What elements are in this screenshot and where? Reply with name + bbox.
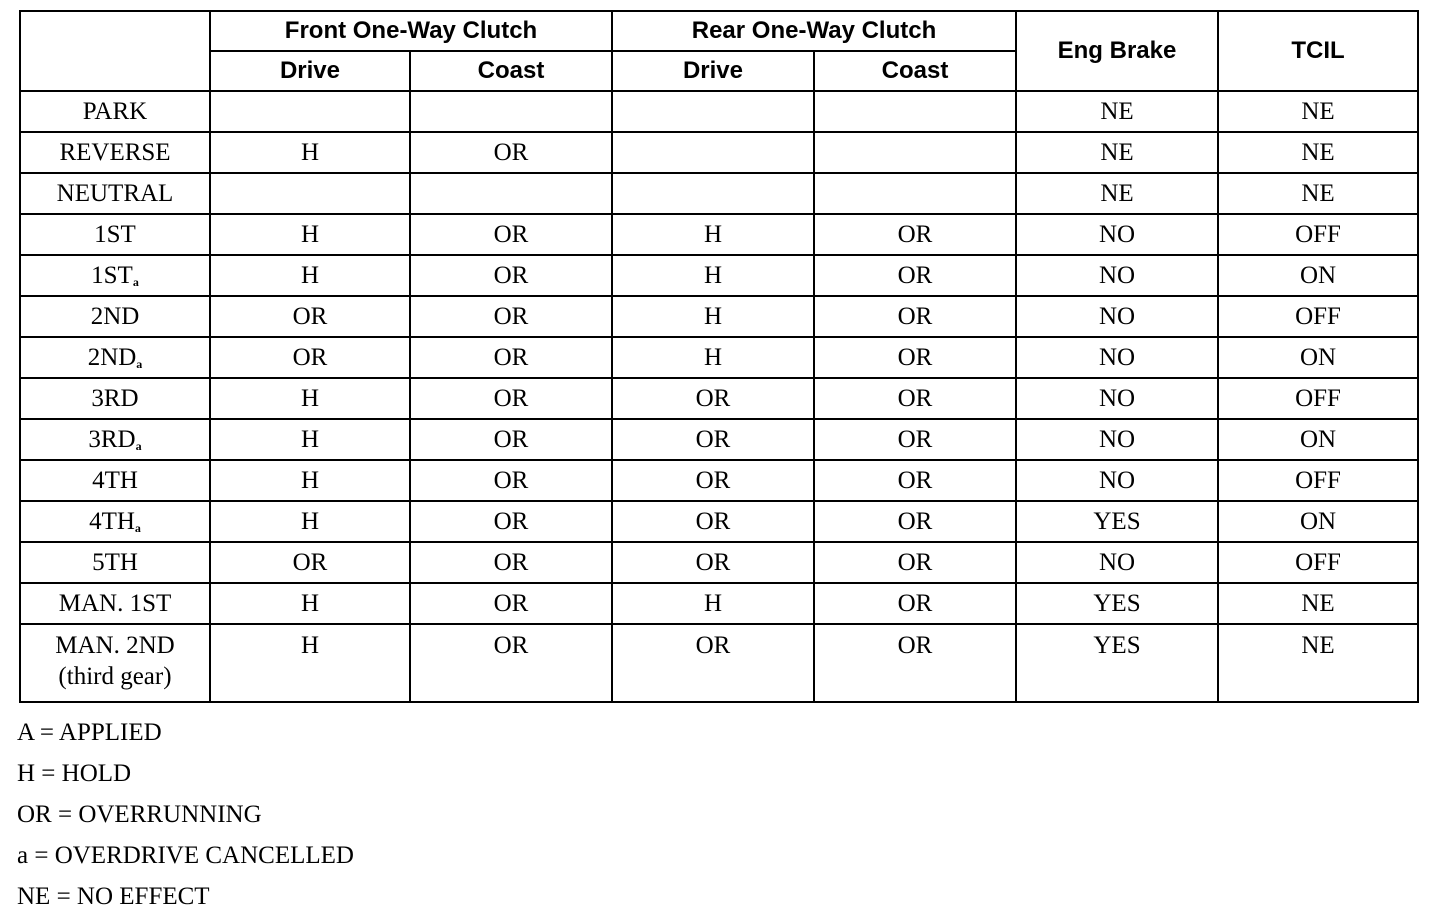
header-gear-corner — [20, 11, 210, 91]
table-row — [20, 378, 1418, 419]
rear-drive-cell — [612, 132, 814, 173]
rear-coast-cell — [814, 132, 1016, 173]
rear-drive-cell — [612, 91, 814, 132]
legend-item: NE = NO EFFECT — [17, 883, 210, 910]
tcil-cell: OFF — [1218, 542, 1418, 583]
front-coast-cell: OR — [410, 255, 612, 296]
front-drive-cell: H — [210, 214, 410, 255]
rear-drive-cell: OR — [612, 460, 814, 501]
eng-brake-cell: NO — [1016, 255, 1218, 296]
rear-drive-cell: OR — [612, 419, 814, 460]
gear-label: MAN. 2ND — [55, 632, 175, 659]
rear-coast-cell: OR — [814, 460, 1016, 501]
eng-brake-cell: YES — [1016, 583, 1218, 624]
header-eng-brake: Eng Brake — [1016, 11, 1218, 91]
gear-cell — [20, 132, 210, 173]
table-row — [20, 296, 1418, 337]
front-drive-cell: H — [210, 583, 410, 624]
gear-cell — [20, 542, 210, 583]
gear-label: MAN. 1ST — [58, 590, 172, 617]
front-drive-cell: OR — [210, 296, 410, 337]
tcil-cell: NE — [1218, 91, 1418, 132]
tcil-cell: ON — [1218, 419, 1418, 460]
front-coast-cell: OR — [410, 460, 612, 501]
front-coast-cell: OR — [410, 419, 612, 460]
rear-coast-cell: OR — [814, 501, 1016, 542]
front-coast-cell: OR — [410, 583, 612, 624]
rear-drive-cell: OR — [612, 378, 814, 419]
header-row-groups — [20, 11, 1418, 51]
gear-cell — [20, 501, 210, 542]
front-coast-cell: OR — [410, 542, 612, 583]
gear-cell — [20, 419, 210, 460]
rear-coast-cell — [814, 91, 1016, 132]
front-coast-cell — [410, 91, 612, 132]
front-coast-cell — [410, 173, 612, 214]
overdrive-cancelled-subscript: a — [135, 439, 142, 453]
front-drive-cell: H — [210, 378, 410, 419]
header-rear-coast: Coast — [814, 51, 1016, 91]
front-coast-cell: OR — [410, 624, 612, 702]
gear-cell — [20, 337, 210, 378]
rear-drive-cell: H — [612, 255, 814, 296]
front-drive-cell — [210, 91, 410, 132]
legend — [17, 716, 354, 921]
gear-cell — [20, 460, 210, 501]
table-row — [20, 583, 1418, 624]
front-drive-cell: H — [210, 501, 410, 542]
front-coast-cell: OR — [410, 296, 612, 337]
tcil-cell: ON — [1218, 337, 1418, 378]
gear-cell — [20, 296, 210, 337]
table-row — [20, 337, 1418, 378]
overdrive-cancelled-subscript: a — [132, 275, 139, 289]
rear-drive-cell: H — [612, 214, 814, 255]
rear-drive-cell: H — [612, 337, 814, 378]
tcil-cell: NE — [1218, 132, 1418, 173]
eng-brake-cell: NO — [1016, 337, 1218, 378]
gear-label: 3RD — [88, 426, 136, 453]
gear-label: 2ND — [87, 344, 137, 371]
gear-label-note: (third gear) — [58, 663, 172, 690]
gear-label: PARK — [82, 98, 148, 125]
front-coast-cell: OR — [410, 501, 612, 542]
gear-label: REVERSE — [59, 139, 171, 166]
gear-cell — [20, 378, 210, 419]
front-drive-cell: OR — [210, 337, 410, 378]
tcil-cell: OFF — [1218, 296, 1418, 337]
rear-drive-cell: OR — [612, 542, 814, 583]
table-row — [20, 501, 1418, 542]
tcil-cell: OFF — [1218, 378, 1418, 419]
header-front-clutch: Front One-Way Clutch — [210, 11, 612, 51]
eng-brake-cell: NE — [1016, 91, 1218, 132]
rear-drive-cell: H — [612, 583, 814, 624]
header-front-coast: Coast — [410, 51, 612, 91]
header-rear-drive: Drive — [612, 51, 814, 91]
front-coast-cell: OR — [410, 378, 612, 419]
rear-coast-cell: OR — [814, 296, 1016, 337]
tcil-cell: NE — [1218, 583, 1418, 624]
table-row — [20, 214, 1418, 255]
gear-label: 4TH — [92, 467, 138, 494]
rear-coast-cell: OR — [814, 542, 1016, 583]
table-row — [20, 460, 1418, 501]
eng-brake-cell: NO — [1016, 214, 1218, 255]
rear-drive-cell: OR — [612, 624, 814, 702]
tcil-cell: NE — [1218, 624, 1418, 702]
legend-item: OR = OVERRUNNING — [17, 801, 262, 828]
gear-label: NEUTRAL — [56, 180, 174, 207]
front-drive-cell — [210, 173, 410, 214]
gear-cell — [20, 624, 210, 702]
rear-coast-cell: OR — [814, 255, 1016, 296]
eng-brake-cell: YES — [1016, 501, 1218, 542]
gear-cell — [20, 255, 210, 296]
front-drive-cell: H — [210, 624, 410, 702]
overdrive-cancelled-subscript: a — [134, 521, 141, 535]
tcil-cell: OFF — [1218, 214, 1418, 255]
front-drive-cell: H — [210, 419, 410, 460]
front-coast-cell: OR — [410, 214, 612, 255]
gear-label: 1ST — [91, 262, 133, 289]
tcil-cell: ON — [1218, 255, 1418, 296]
rear-coast-cell: OR — [814, 214, 1016, 255]
table-row — [20, 91, 1418, 132]
gear-label: 5TH — [92, 549, 138, 576]
eng-brake-cell: YES — [1016, 624, 1218, 702]
front-drive-cell: OR — [210, 542, 410, 583]
front-coast-cell: OR — [410, 132, 612, 173]
eng-brake-cell: NE — [1016, 173, 1218, 214]
legend-item: A = APPLIED — [17, 719, 162, 746]
gear-cell — [20, 214, 210, 255]
eng-brake-cell: NE — [1016, 132, 1218, 173]
rear-coast-cell: OR — [814, 337, 1016, 378]
rear-coast-cell: OR — [814, 378, 1016, 419]
front-drive-cell: H — [210, 132, 410, 173]
eng-brake-cell: NO — [1016, 460, 1218, 501]
one-way-clutch-table — [19, 10, 1419, 703]
clutch-table-wrapper — [19, 10, 1419, 703]
eng-brake-cell: NO — [1016, 542, 1218, 583]
gear-label: 3RD — [91, 385, 139, 412]
header-tcil: TCIL — [1218, 11, 1418, 91]
front-coast-cell: OR — [410, 337, 612, 378]
tcil-cell: NE — [1218, 173, 1418, 214]
overdrive-cancelled-subscript: a — [136, 357, 143, 371]
eng-brake-cell: NO — [1016, 419, 1218, 460]
rear-coast-cell: OR — [814, 624, 1016, 702]
table-row — [20, 173, 1418, 214]
gear-cell — [20, 91, 210, 132]
table-row — [20, 624, 1418, 702]
table-body — [20, 91, 1418, 702]
legend-item: a = OVERDRIVE CANCELLED — [17, 842, 354, 869]
rear-coast-cell — [814, 173, 1016, 214]
gear-cell — [20, 583, 210, 624]
rear-drive-cell: H — [612, 296, 814, 337]
gear-label: 4TH — [89, 508, 135, 535]
gear-label: 1ST — [94, 221, 136, 248]
rear-coast-cell: OR — [814, 419, 1016, 460]
rear-drive-cell — [612, 173, 814, 214]
eng-brake-cell: NO — [1016, 378, 1218, 419]
eng-brake-cell: NO — [1016, 296, 1218, 337]
rear-drive-cell: OR — [612, 501, 814, 542]
header-rear-clutch: Rear One-Way Clutch — [612, 11, 1016, 51]
legend-item: H = HOLD — [17, 760, 132, 787]
table-row — [20, 132, 1418, 173]
front-drive-cell: H — [210, 460, 410, 501]
gear-cell — [20, 173, 210, 214]
table-row — [20, 542, 1418, 583]
rear-coast-cell: OR — [814, 583, 1016, 624]
table-row — [20, 419, 1418, 460]
tcil-cell: ON — [1218, 501, 1418, 542]
tcil-cell: OFF — [1218, 460, 1418, 501]
gear-label: 2ND — [90, 303, 140, 330]
front-drive-cell: H — [210, 255, 410, 296]
header-front-drive: Drive — [210, 51, 410, 91]
table-row — [20, 255, 1418, 296]
